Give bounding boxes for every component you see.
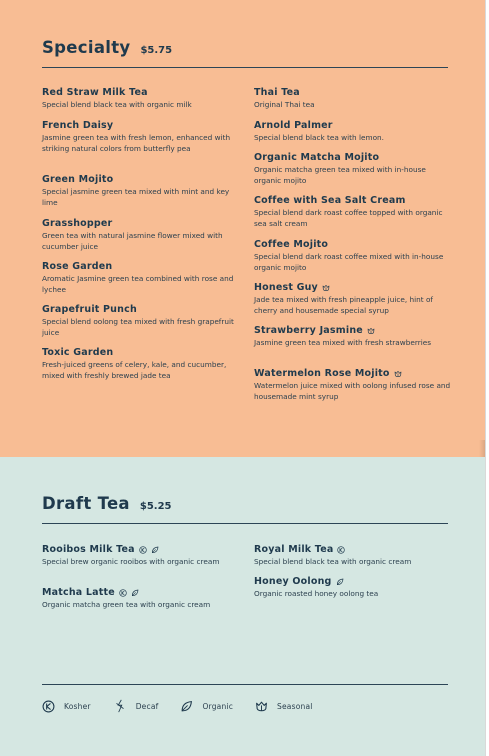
menu-item-description: Fresh-juiced greens of celery, kale, and cucumber, mixed with freshly brewed jade tea xyxy=(42,360,227,380)
menu-item-description: Green tea with natural jasmine flower mixed with cucumber juice xyxy=(42,231,223,251)
icon-legend xyxy=(42,698,335,714)
menu-item-name xyxy=(254,152,454,164)
menu-item-name xyxy=(254,544,454,556)
draft-divider xyxy=(42,523,448,524)
legend-label: Decaf xyxy=(135,701,159,711)
menu-item xyxy=(42,544,242,568)
menu-item-name-text: Coffee with Sea Salt Cream xyxy=(254,195,406,206)
menu-item xyxy=(254,87,454,111)
menu-item xyxy=(42,261,242,295)
menu-item xyxy=(42,218,242,252)
menu-item-name xyxy=(42,304,242,316)
menu-item-name-text: Organic Matcha Mojito xyxy=(254,152,380,163)
decaf-icon xyxy=(113,699,127,713)
menu-item-name-text: Grasshopper xyxy=(42,218,113,229)
menu-item-name-text: Arnold Palmer xyxy=(254,120,333,131)
legend-item-organic xyxy=(180,700,233,713)
menu-item xyxy=(254,368,454,402)
menu-item xyxy=(42,174,242,208)
kosher-icon xyxy=(139,546,147,554)
menu-item-name xyxy=(42,174,242,186)
menu-item xyxy=(254,325,454,349)
menu-item-name xyxy=(254,325,454,337)
menu-item-name-text: Watermelon Rose Mojito xyxy=(254,368,390,379)
menu-item-name-text: Royal Milk Tea xyxy=(254,544,334,555)
menu-item-description: Special brew organic rooibos with organic cream xyxy=(42,557,220,566)
specialty-heading xyxy=(42,38,172,57)
legend-label: Seasonal xyxy=(277,701,313,711)
menu-item-name-text: French Daisy xyxy=(42,120,114,131)
menu-item-description: Organic matcha green tea mixed with in-house organic mojito xyxy=(254,165,426,185)
menu-item-name-text: Green Mojito xyxy=(42,174,114,185)
menu-item-name xyxy=(42,544,242,556)
menu-item-description: Aromatic Jasmine green tea combined with rose and lychee xyxy=(42,274,234,294)
draft-heading xyxy=(42,494,172,513)
legend-item-decaf xyxy=(113,699,159,713)
menu-item-name xyxy=(254,195,454,207)
menu-item-description: Organic roasted honey oolong tea xyxy=(254,589,379,598)
organic-icon xyxy=(336,578,344,586)
menu-item xyxy=(42,120,242,154)
menu-item xyxy=(254,282,454,316)
menu-item-name xyxy=(42,87,242,99)
legend-item-kosher xyxy=(42,700,91,713)
organic-icon xyxy=(180,700,193,713)
menu-item-name-text: Matcha Latte xyxy=(42,587,115,598)
menu-item-name xyxy=(42,347,242,359)
menu-item-name-text: Strawberry Jasmine xyxy=(254,325,363,336)
menu-item-description: Organic matcha green tea with organic cream xyxy=(42,600,211,609)
menu-item-name xyxy=(42,218,242,230)
menu-item-name xyxy=(42,261,242,273)
menu-item-description: Special blend black tea with organic cream xyxy=(254,557,412,566)
menu-item xyxy=(254,152,454,186)
menu-item-name xyxy=(254,239,454,251)
seasonal-icon xyxy=(367,327,375,335)
menu-item xyxy=(42,587,242,611)
legend-label: Organic xyxy=(202,701,234,711)
menu-item xyxy=(42,304,242,338)
seasonal-icon xyxy=(394,370,402,378)
menu-item-name-text: Honey Oolong xyxy=(254,576,332,587)
menu-item-name-text: Honest Guy xyxy=(254,282,318,293)
specialty-title: Specialty xyxy=(42,38,131,57)
legend-divider xyxy=(42,684,448,685)
menu-item xyxy=(42,87,242,111)
menu-item-name xyxy=(254,282,454,294)
menu-item-name-text: Red Straw Milk Tea xyxy=(42,87,148,98)
menu-item-description: Original Thai tea xyxy=(254,100,315,109)
seasonal-icon xyxy=(322,284,330,292)
specialty-divider xyxy=(42,67,448,68)
draft-price: $5.25 xyxy=(139,501,172,512)
menu-item-name xyxy=(254,576,454,588)
menu-item-description: Jasmine green tea with fresh lemon, enhanced with striking natural colors from butterfly pea xyxy=(42,133,231,153)
menu-item-name-text: Thai Tea xyxy=(254,87,300,98)
legend-label: Kosher xyxy=(64,701,91,711)
menu-item-name xyxy=(254,87,454,99)
menu-item-description: Watermelon juice mixed with oolong infused rose and housemade mint syrup xyxy=(254,381,451,401)
kosher-icon xyxy=(42,700,55,713)
draft-title: Draft Tea xyxy=(42,494,130,513)
seasonal-icon xyxy=(255,700,268,713)
menu-item-name-text: Coffee Mojito xyxy=(254,239,329,250)
menu-item-description: Jade tea mixed with fresh pineapple juice, hint of cherry and housemade special syrup xyxy=(254,295,433,315)
menu-item xyxy=(42,347,242,381)
kosher-icon xyxy=(119,589,127,597)
menu-item-description: Special blend dark roast coffee mixed with in-house organic mojito xyxy=(254,252,444,272)
menu-item xyxy=(254,576,454,600)
menu-item-description: Special blend black tea with lemon. xyxy=(254,133,384,142)
menu-item xyxy=(254,195,454,229)
menu-item-name xyxy=(42,587,242,599)
menu-item-name-text: Grapefruit Punch xyxy=(42,304,137,315)
organic-icon xyxy=(131,589,139,597)
menu-item-description: Jasmine green tea mixed with fresh strawberries xyxy=(254,338,432,347)
menu-item-name xyxy=(254,120,454,132)
menu-item xyxy=(254,544,454,568)
organic-icon xyxy=(151,546,159,554)
page-edge xyxy=(485,0,489,756)
menu-item-name xyxy=(254,368,454,380)
specialty-price: $5.75 xyxy=(140,45,173,56)
legend-item-seasonal xyxy=(255,700,313,713)
menu-item-name-text: Rose Garden xyxy=(42,261,113,272)
menu-item-name xyxy=(42,120,242,132)
menu-item-name-text: Rooibos Milk Tea xyxy=(42,544,135,555)
kosher-icon xyxy=(337,546,345,554)
menu-item xyxy=(254,120,454,144)
menu-item-name-text: Toxic Garden xyxy=(42,347,114,358)
menu-item-description: Special blend oolong tea mixed with fresh grapefruit juice xyxy=(42,317,234,337)
menu-item-description: Special blend dark roast coffee topped with organic sea salt cream xyxy=(254,208,443,228)
menu-item-description: Special blend black tea with organic milk xyxy=(42,100,192,109)
menu-item xyxy=(254,239,454,273)
menu-item-description: Special jasmine green tea mixed with mint and key lime xyxy=(42,187,230,207)
